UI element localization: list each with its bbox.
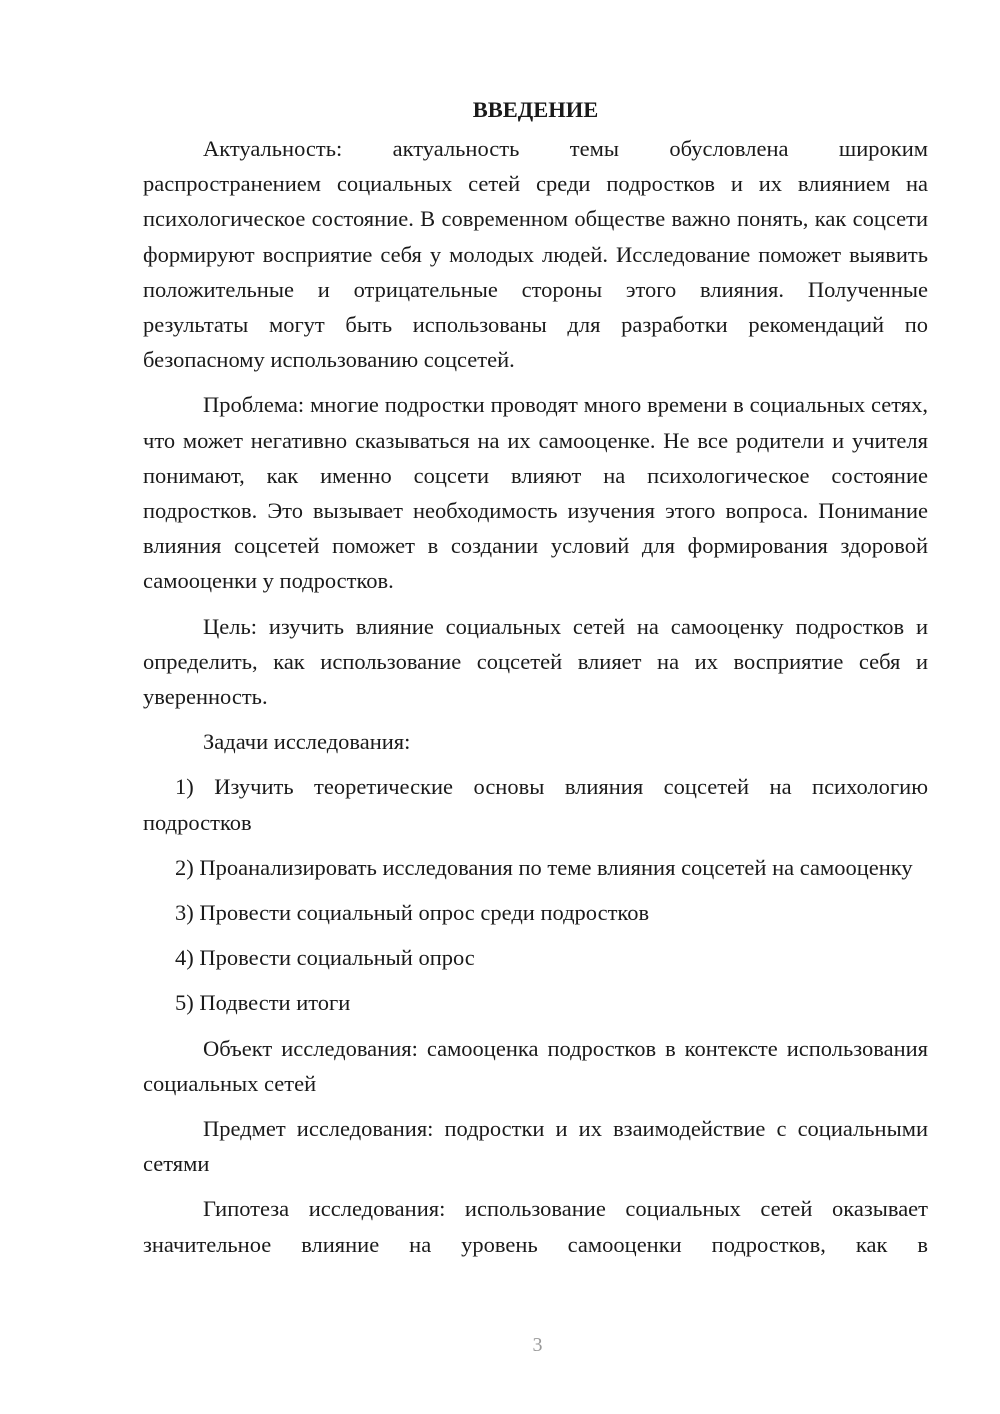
tasks-label: Задачи исследования:	[203, 729, 411, 755]
page-content	[143, 92, 928, 1262]
task-item: 4) Провести социальный опрос	[175, 945, 475, 971]
paragraph-relevance: Актуальность: актуальность темы обусловлена широким распространением социальных сетей среди подростков и их влиянием на психологическое состояние. В современном обществе важно понять, как соцсети формируют восприятие себя у молодых людей. Исследование поможет выявить положительные и отрицательные стороны этого влияния. Полученные результаты могут быть использованы для разработки рекомендаций по безопасному использованию соцсетей.	[143, 136, 928, 373]
task-item: 1) Изучить теоретические основы влияния соцсетей на психологию подростков	[143, 774, 928, 835]
page-number: 3	[532, 1334, 543, 1356]
paragraph-object: Объект исследования: самооценка подростков в контексте использования социальных сетей	[143, 1035, 928, 1096]
task-item: 5) Подвести итоги	[175, 990, 351, 1016]
task-item: 2) Проанализировать исследования по теме влияния соцсетей на самооценку	[175, 854, 913, 880]
page-title: ВВЕДЕНИЕ	[472, 97, 599, 122]
paragraph-goal: Цель: изучить влияние социальных сетей на самооценку подростков и определить, как использование соцсетей влияет на их восприятие себя и уверенность.	[143, 613, 928, 710]
paragraph-subject: Предмет исследования: подростки и их взаимодействие с социальными сетями	[143, 1116, 928, 1177]
task-item: 3) Провести социальный опрос среди подростков	[175, 900, 650, 926]
paragraph-problem: Проблема: многие подростки проводят много времени в социальных сетях, что может негативно сказываться на их самооценке. Не все родители и учителя понимают, как именно соцсети влияют на психологическое состояние подростков. Это вызывает необходимость изучения этого вопроса. Понимание влияния соцсетей поможет в создании условий для формирования здоровой самооценки у подростков.	[143, 392, 928, 594]
paragraph-hypothesis: Гипотеза исследования: использование социальных сетей оказывает значительное влияние на уровень самооценки подростков, как в	[143, 1196, 928, 1257]
